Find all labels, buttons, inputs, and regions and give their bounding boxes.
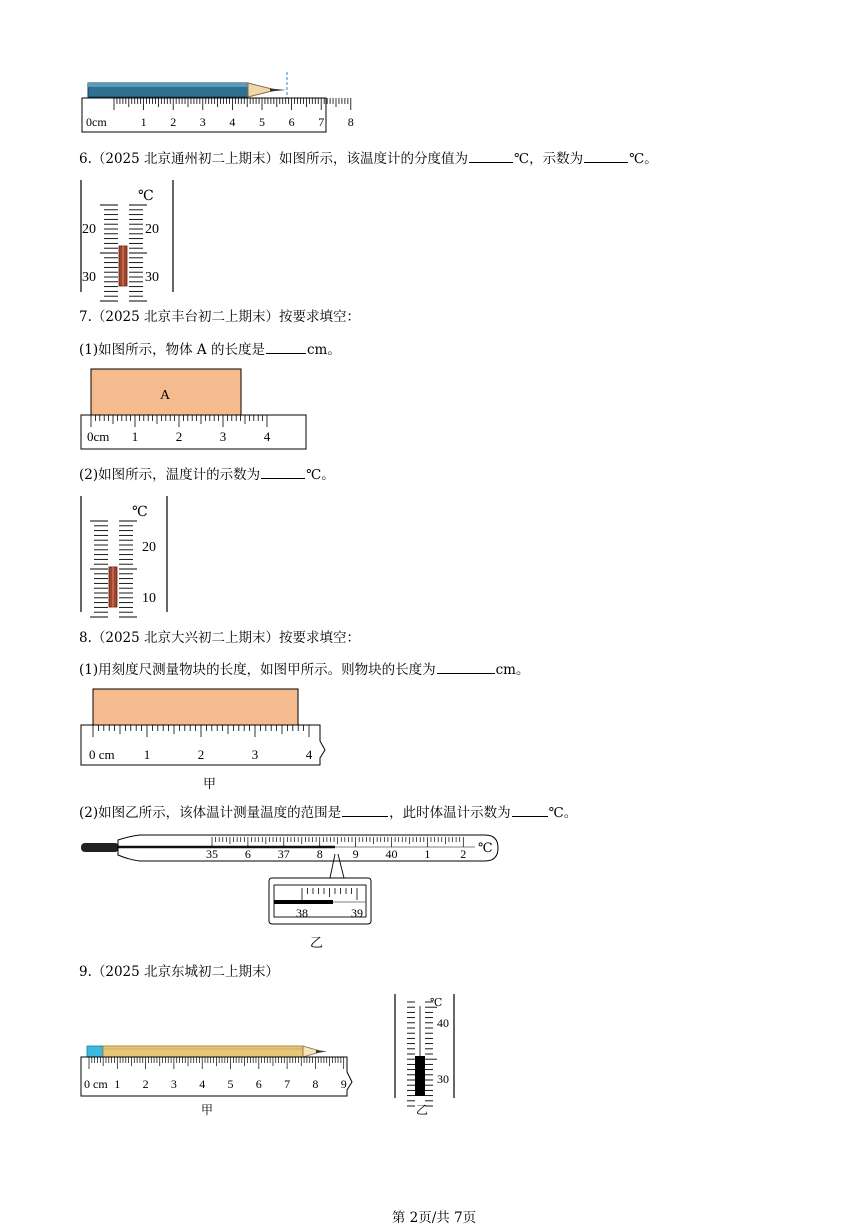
figure-ruler-pencil-top — [80, 70, 354, 136]
clinical-label: 37 — [277, 847, 290, 861]
zoom-label-38: 38 — [296, 906, 308, 920]
ruler-label: 2 — [142, 1077, 149, 1091]
ruler-label: 5 — [259, 115, 265, 129]
q7-p2-blank[interactable] — [261, 465, 305, 479]
ruler-label: 8 — [312, 1077, 319, 1091]
ruler-label: 6 — [288, 115, 295, 129]
ruler-q8-unit: 0 cm — [89, 747, 115, 762]
figure-thermometer-q6 — [80, 178, 180, 296]
clinical-label: 1 — [424, 847, 431, 861]
page-footer: 第 2页/共 7页 — [391, 1210, 477, 1226]
figure-ruler-object-a — [80, 368, 310, 452]
question-7-part-2 — [79, 465, 335, 484]
question-8-title: 8.（2025 北京大兴初二上期末）按要求填空： — [79, 630, 361, 646]
thermo-q6-right-20: 20 — [145, 222, 159, 237]
thermo-q6-unit: ℃ — [138, 189, 154, 204]
ruler-label: 9 — [340, 1077, 347, 1091]
clinical-label: 8 — [316, 847, 323, 861]
ruler-q9-unit: 0 cm — [84, 1077, 108, 1091]
thermo-q7-label-10: 10 — [142, 591, 156, 606]
q7-p1-blank[interactable] — [266, 340, 306, 354]
ruler-label: 2 — [175, 429, 183, 444]
clinical-unit: ℃ — [478, 840, 493, 855]
ruler-label: 7 — [284, 1077, 291, 1091]
question-6 — [79, 149, 658, 168]
ruler-q7-unit: 0cm — [87, 429, 110, 444]
ruler-label: 1 — [143, 747, 151, 762]
thermo-q9-label-40: 40 — [437, 1016, 449, 1030]
figure-ruler-pencil-q9 — [80, 1040, 360, 1120]
question-9-title: 9.（2025 北京东城初二上期末） — [79, 964, 280, 980]
ruler-label: 7 — [318, 115, 325, 129]
ruler-label: 1 — [114, 1077, 121, 1091]
q8-p2-mid: ，此时体温计示数为 — [389, 805, 511, 821]
question-8-part-1 — [79, 660, 530, 679]
thermo-q9-unit: ℃ — [430, 997, 443, 1009]
figure-caption-jia-q9: 甲 — [201, 1103, 214, 1117]
q6-blank-1[interactable] — [469, 149, 513, 163]
ruler-label: 5 — [227, 1077, 234, 1091]
question-8-part-2 — [79, 803, 577, 822]
ruler-label: 2 — [197, 747, 205, 762]
ruler-label: 4 — [305, 747, 313, 762]
figure-caption-jia: 甲 — [203, 776, 217, 791]
ruler-label: 1 — [140, 115, 147, 129]
ruler-label: 4 — [199, 1077, 206, 1091]
ruler-label: 3 — [219, 429, 227, 444]
q8-p2-prefix: (2)如图乙所示，该体温计测量温度的范围是 — [79, 805, 342, 821]
figure-clinical-thermometer-yi — [80, 830, 505, 955]
ruler-label: 1 — [131, 429, 139, 444]
q7-p1-prefix: (1)如图所示，物体 A 的长度是 — [79, 342, 265, 358]
ruler-label: 8 — [347, 115, 354, 129]
figure-ruler-block-jia — [80, 688, 330, 798]
thermo-q6-left-30: 30 — [82, 270, 96, 285]
question-7-title: 7.（2025 北京丰台初二上期末）按要求填空： — [79, 309, 361, 325]
q8-p1-suffix: cm。 — [495, 662, 530, 678]
figure-caption-yi: 乙 — [310, 935, 324, 950]
thermo-q6-right-30: 30 — [145, 270, 159, 285]
thermo-q7-label-20: 20 — [142, 540, 156, 555]
q8-p2-blank-1[interactable] — [342, 803, 388, 817]
q8-p2-blank-2[interactable] — [512, 803, 548, 817]
q6-blank-2[interactable] — [584, 149, 628, 163]
q6-mid: ℃，示数为 — [514, 151, 584, 167]
clinical-label: 40 — [385, 847, 398, 861]
figure-thermometer-q7 — [80, 494, 180, 616]
clinical-label: 35 — [206, 847, 218, 861]
q7-p2-prefix: (2)如图所示，温度计的示数为 — [79, 467, 261, 483]
q6-suffix: ℃。 — [629, 151, 658, 167]
figure-thermometer-q9 — [393, 992, 463, 1120]
ruler-label: 3 — [251, 747, 259, 762]
object-a-label: A — [160, 388, 171, 403]
clinical-label: 2 — [460, 847, 467, 861]
q8-p2-suffix: ℃。 — [548, 805, 578, 821]
q7-p1-suffix: cm。 — [306, 342, 341, 358]
q7-p2-suffix: ℃。 — [306, 467, 335, 483]
ruler-label: 4 — [263, 429, 271, 444]
question-7-part-1 — [79, 340, 341, 359]
q6-prefix: 6.（2025 北京通州初二上期末）如图所示，该温度计的分度值为 — [79, 151, 469, 167]
ruler-label: 3 — [199, 115, 206, 129]
clinical-label: 9 — [352, 847, 359, 861]
thermo-q6-left-20: 20 — [82, 222, 96, 237]
ruler-label: 2 — [170, 115, 177, 129]
thermo-q7-unit: ℃ — [132, 505, 148, 520]
ruler-label: 3 — [170, 1077, 177, 1091]
clinical-label: 6 — [244, 847, 251, 861]
q8-p1-blank[interactable] — [437, 660, 495, 674]
q8-p1-prefix: (1)用刻度尺测量物块的长度，如图甲所示。则物块的长度为 — [79, 662, 436, 678]
ruler-label: 4 — [229, 115, 236, 129]
ruler-unit-label: 0cm — [86, 115, 107, 129]
figure-caption-yi-q9: 乙 — [416, 1103, 429, 1117]
ruler-label: 6 — [255, 1077, 262, 1091]
zoom-label-39: 39 — [351, 906, 363, 920]
thermo-q9-label-30: 30 — [437, 1072, 449, 1086]
